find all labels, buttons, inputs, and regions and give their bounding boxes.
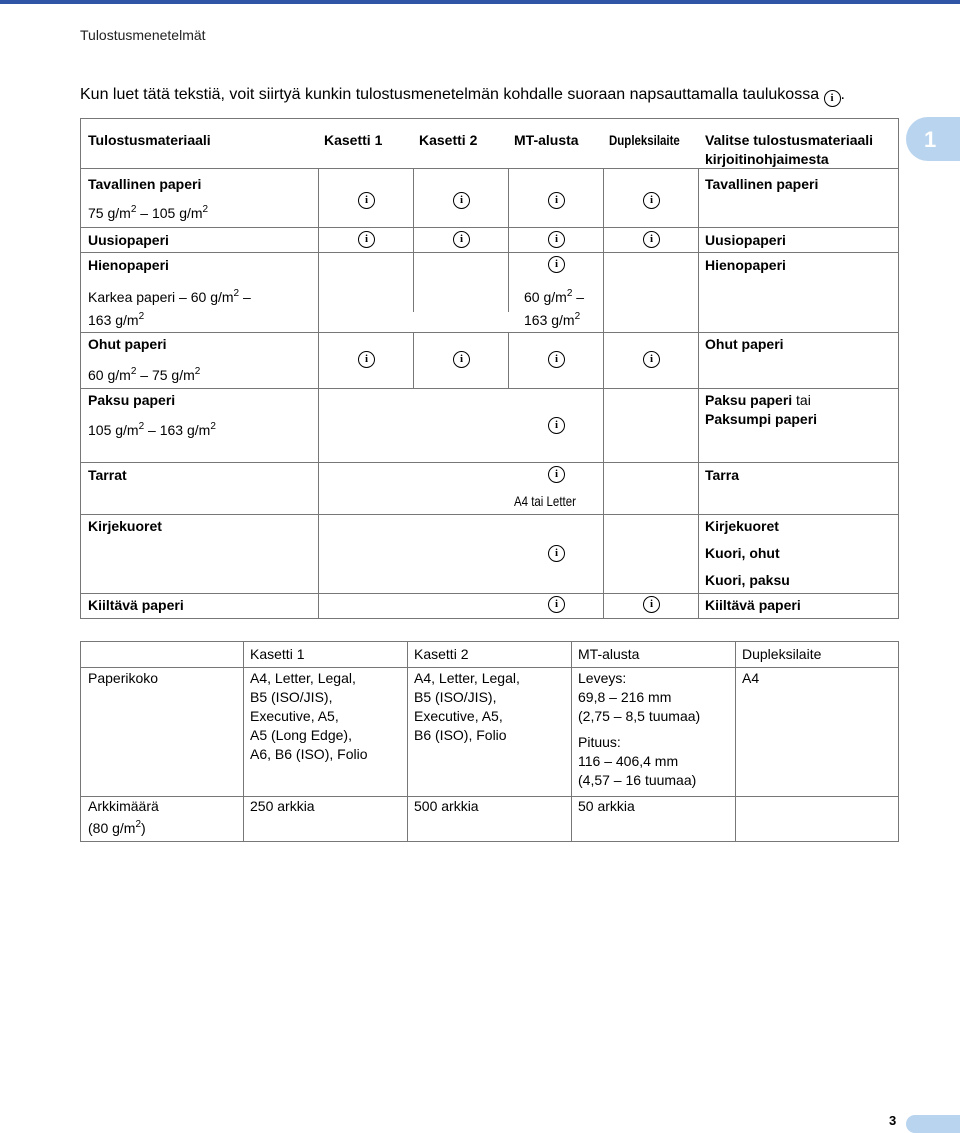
- info-circle-icon[interactable]: i: [358, 192, 375, 209]
- grid-line: [407, 642, 408, 842]
- corner-tab: [906, 1115, 960, 1133]
- grid-line: [413, 332, 414, 388]
- grid-line: [81, 667, 899, 668]
- t2-header-tray1: Kasetti 1: [250, 646, 305, 662]
- info-circle-icon[interactable]: i: [643, 351, 660, 368]
- row-envelopes-driver-3: Kuori, paksu: [705, 572, 790, 588]
- paper-size-mp-length-2: 116 – 406,4 mm: [578, 753, 679, 769]
- paper-size-label: Paperikoko: [88, 670, 159, 686]
- row-labels-driver: Tarra: [705, 467, 739, 483]
- paper-size-mp-width-3: (2,75 – 8,5 tuumaa): [578, 708, 701, 724]
- row-labels-name: Tarrat: [88, 467, 127, 483]
- row-rough-line1: Karkea paperi – 60 $g/m^2$ –: [88, 288, 251, 305]
- paper-size-mp-width-1: Leveys:: [578, 670, 627, 686]
- grid-line: [318, 168, 319, 619]
- chapter-tab[interactable]: [906, 117, 960, 161]
- info-circle-icon[interactable]: i: [643, 192, 660, 209]
- info-circle-icon[interactable]: i: [453, 351, 470, 368]
- row-thick-driver-1: Paksu paperi tai: [705, 392, 811, 408]
- grid-line: [603, 168, 604, 619]
- row-rough-line2: 163 $g/m^2$: [88, 311, 145, 328]
- info-circle-icon[interactable]: i: [453, 192, 470, 209]
- info-circle-icon[interactable]: i: [548, 596, 565, 613]
- t2-header-mp: MT-alusta: [578, 646, 640, 662]
- sheets-label: Arkkimäärä: [88, 798, 159, 814]
- paper-size-duplex: A4: [742, 670, 760, 686]
- grid-line: [698, 168, 699, 619]
- paper-size-tray2-2: B5 (ISO/JIS),: [414, 689, 497, 705]
- sheets-label-weight: (80 $g/m^2$): [88, 819, 146, 836]
- row-plain-weight: 75 $g/m^2 - 105$ $g/m^2$: [88, 204, 209, 221]
- info-circle-icon[interactable]: i: [548, 256, 565, 273]
- header-tray1: Kasetti 1: [324, 132, 383, 148]
- info-circle-icon[interactable]: i: [453, 231, 470, 248]
- row-envelopes-name: Kirjekuoret: [88, 518, 162, 534]
- info-circle-icon[interactable]: i: [643, 596, 660, 613]
- grid-line: [81, 462, 899, 463]
- capacity-table: [80, 641, 899, 842]
- header-driver-2: kirjoitinohjaimesta: [705, 151, 829, 167]
- info-circle-icon[interactable]: i: [548, 351, 565, 368]
- header-material: Tulostusmateriaali: [88, 132, 211, 148]
- row-labels-mp-note: A4 tai Letter: [514, 493, 576, 509]
- info-circle-icon[interactable]: i: [358, 351, 375, 368]
- row-plain-name: Tavallinen paperi: [88, 176, 202, 192]
- paper-size-mp-length-3: (4,57 – 16 tuumaa): [578, 772, 697, 788]
- grid-line: [508, 332, 509, 388]
- running-header: Tulostusmenetelmät: [80, 27, 206, 43]
- t2-header-duplex: Dupleksilaite: [742, 646, 822, 662]
- info-circle-icon[interactable]: i: [643, 231, 660, 248]
- info-circle-icon[interactable]: i: [548, 231, 565, 248]
- grid-line: [571, 642, 572, 842]
- paper-size-tray1-1: A4, Letter, Legal,: [250, 670, 356, 686]
- row-recycled-name: Uusiopaperi: [88, 232, 169, 248]
- row-glossy-driver: Kiiltävä paperi: [705, 597, 801, 613]
- grid-line: [81, 388, 899, 389]
- grid-line: [81, 593, 899, 594]
- chapter-number: 1: [924, 127, 937, 152]
- paper-size-tray2-3: Executive, A5,: [414, 708, 503, 724]
- grid-line: [81, 332, 899, 333]
- grid-line: [81, 227, 899, 228]
- grid-line: [81, 252, 899, 253]
- paper-size-tray1-2: B5 (ISO/JIS),: [250, 689, 333, 705]
- paper-size-tray1-5: A6, B6 (ISO), Folio: [250, 746, 368, 762]
- t2-header-tray2: Kasetti 2: [414, 646, 469, 662]
- info-circle-icon: i: [824, 90, 841, 107]
- grid-line: [508, 168, 509, 312]
- row-recycled-driver: Uusiopaperi: [705, 232, 786, 248]
- header-mp: MT-alusta: [514, 132, 579, 148]
- sheets-mp: 50 arkkia: [578, 798, 635, 814]
- info-circle-icon[interactable]: i: [548, 417, 565, 434]
- grid-line: [243, 642, 244, 842]
- row-thick-name: Paksu paperi: [88, 392, 176, 408]
- row-bond-name: Hienopaperi: [88, 257, 169, 273]
- paper-size-tray1-3: Executive, A5,: [250, 708, 339, 724]
- intro-end: .: [840, 86, 845, 103]
- page-number: 3: [889, 1113, 897, 1128]
- row-thick-driver-2: Paksumpi paperi: [705, 411, 818, 427]
- paper-size-tray2-4: B6 (ISO), Folio: [414, 727, 507, 743]
- sheets-tray1: 250 arkkia: [250, 798, 315, 814]
- info-circle-icon[interactable]: i: [548, 192, 565, 209]
- row-glossy-name: Kiiltävä paperi: [88, 597, 184, 613]
- media-table: [80, 118, 899, 619]
- sheets-tray2: 500 arkkia: [414, 798, 479, 814]
- grid-line: [81, 514, 899, 515]
- header-tray2: Kasetti 2: [419, 132, 478, 148]
- row-envelopes-driver-1: Kirjekuoret: [705, 518, 779, 534]
- row-thin-driver: Ohut paperi: [705, 336, 784, 352]
- row-thin-name: Ohut paperi: [88, 336, 167, 352]
- header-duplex: Dupleksilaite: [609, 132, 680, 148]
- row-envelopes-driver-2: Kuori, ohut: [705, 545, 780, 561]
- row-thin-weight: 60 $g/m^2 - 75$ $g/m^2$: [88, 366, 201, 383]
- paper-size-mp-width-2: 69,8 – 216 mm: [578, 689, 672, 705]
- info-circle-icon[interactable]: i: [548, 545, 565, 562]
- row-plain-driver: Tavallinen paperi: [705, 176, 819, 192]
- intro-text: Kun luet tätä tekstiä, voit siirtyä kunkin tulostusmenetelmän kohdalle suoraan napsauttamalla taulukossa: [80, 86, 820, 103]
- paper-size-mp-length-1: Pituus:: [578, 734, 621, 750]
- grid-line: [413, 168, 414, 312]
- row-rough-mp-2: 163 $g/m^2$: [524, 311, 581, 328]
- header-driver-1: Valitse tulostusmateriaali: [705, 132, 874, 148]
- info-circle-icon[interactable]: i: [358, 231, 375, 248]
- info-circle-icon[interactable]: i: [548, 466, 565, 483]
- top-rule: [0, 0, 960, 4]
- grid-line: [735, 642, 736, 842]
- paper-size-tray1-4: A5 (Long Edge),: [250, 727, 352, 743]
- grid-line: [81, 168, 899, 169]
- intro-paragraph: [80, 86, 845, 107]
- row-bond-driver: Hienopaperi: [705, 257, 786, 273]
- row-thick-weight: 105 $g/m^2 - 163$ $g/m^2$: [88, 421, 216, 438]
- row-rough-mp-1: 60 $g/m^2$ –: [524, 288, 585, 305]
- paper-size-tray2-1: A4, Letter, Legal,: [414, 670, 520, 686]
- grid-line: [81, 796, 899, 797]
